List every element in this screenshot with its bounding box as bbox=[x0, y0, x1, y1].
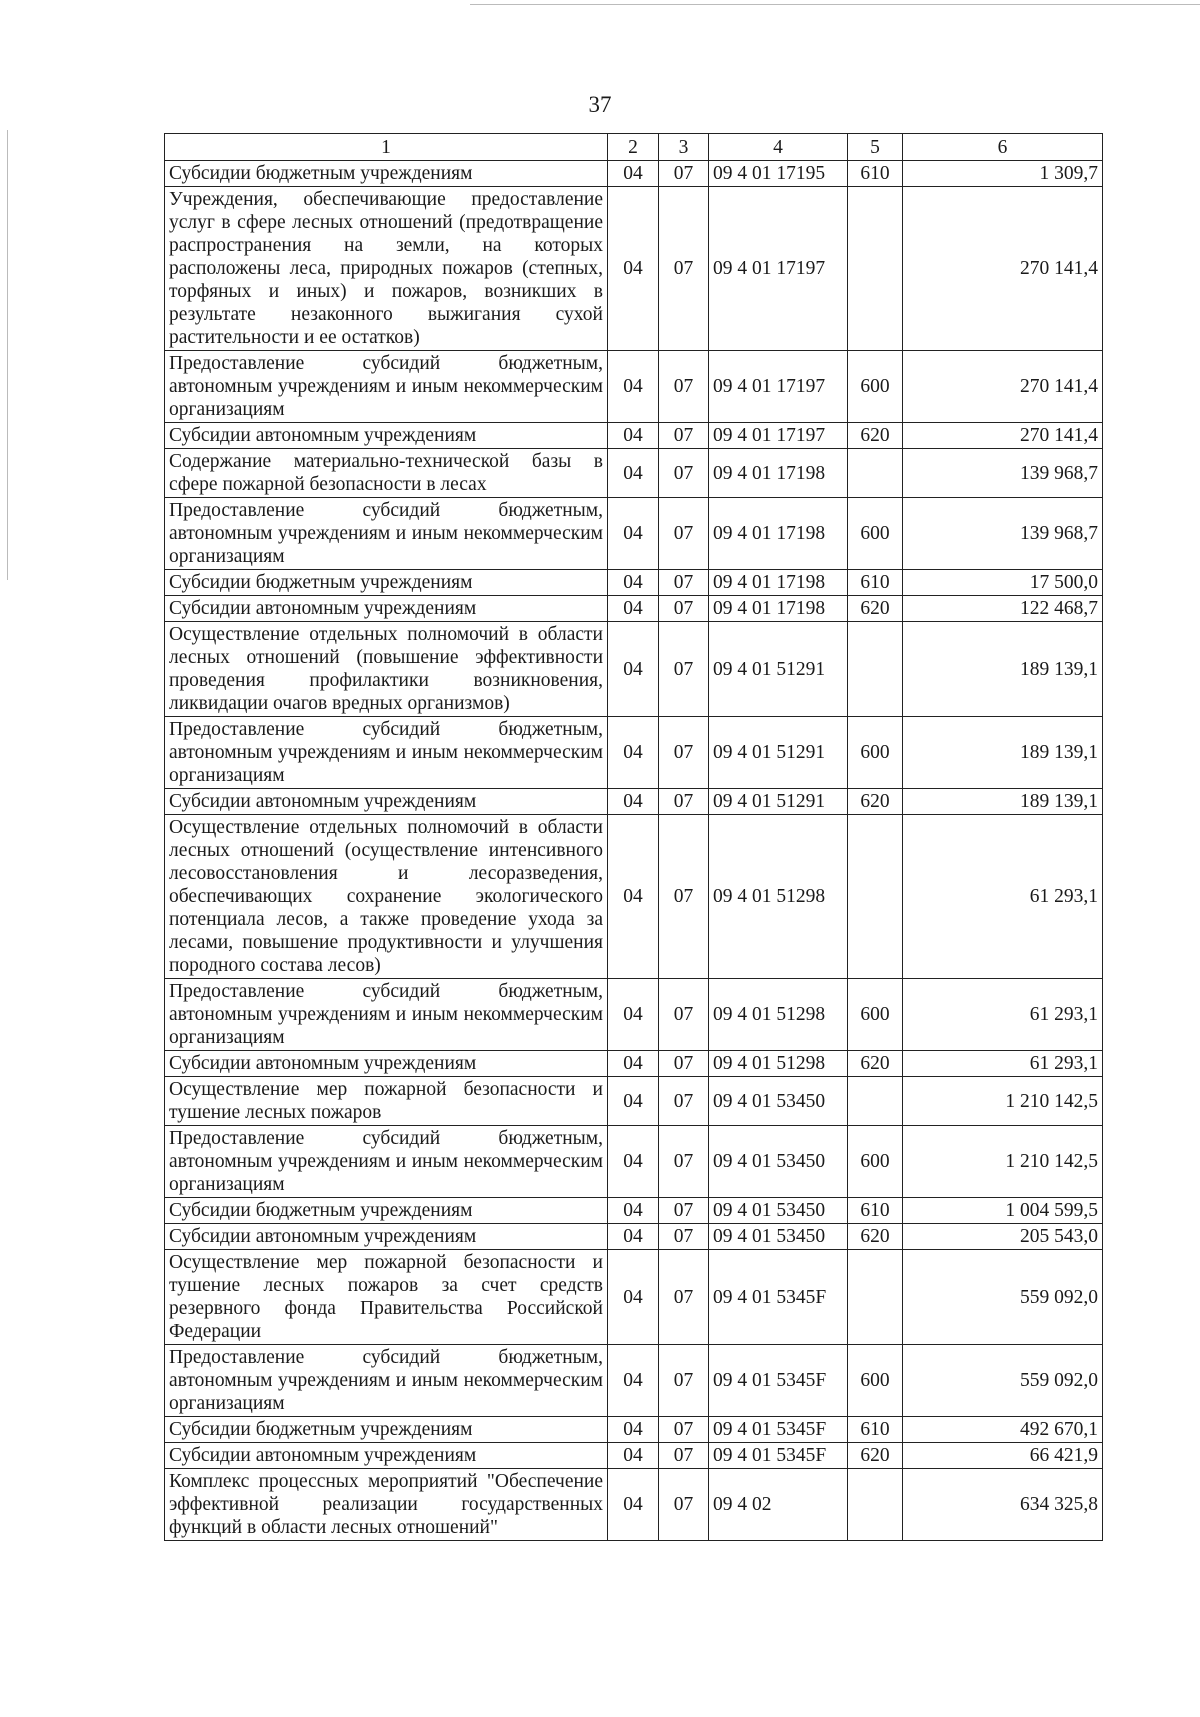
row-name-cell: Субсидии автономным учреждениям bbox=[165, 1443, 608, 1469]
row-code-cell: 09 4 01 51298 bbox=[709, 979, 848, 1051]
row-type-cell: 620 bbox=[848, 596, 903, 622]
row-amount-cell: 1 210 142,5 bbox=[903, 1077, 1103, 1126]
row-amount-cell: 61 293,1 bbox=[903, 1051, 1103, 1077]
row-amount-cell: 189 139,1 bbox=[903, 789, 1103, 815]
table-row bbox=[165, 1224, 1103, 1250]
row-code-cell: 09 4 01 17198 bbox=[709, 449, 848, 498]
row-amount-cell: 139 968,7 bbox=[903, 498, 1103, 570]
row-name-cell: Комплекс процессных мероприятий "Обеспечение эффективной реализации государственных функций в области лесных отношений" bbox=[165, 1469, 608, 1541]
row-subsection-cell: 07 bbox=[659, 1077, 709, 1126]
row-type-cell: 600 bbox=[848, 351, 903, 423]
row-name-cell: Субсидии бюджетным учреждениям bbox=[165, 1198, 608, 1224]
table-row bbox=[165, 1469, 1103, 1541]
table-row bbox=[165, 1198, 1103, 1224]
row-type-cell: 610 bbox=[848, 570, 903, 596]
row-type-cell bbox=[848, 1469, 903, 1541]
row-name-cell: Содержание материально-технической базы в сфере пожарной безопасности в лесах bbox=[165, 449, 608, 498]
row-type-cell: 600 bbox=[848, 1126, 903, 1198]
table-row bbox=[165, 498, 1103, 570]
row-code-cell: 09 4 01 53450 bbox=[709, 1077, 848, 1126]
row-amount-cell: 559 092,0 bbox=[903, 1345, 1103, 1417]
row-code-cell: 09 4 01 5345F bbox=[709, 1443, 848, 1469]
row-section-cell: 04 bbox=[608, 449, 659, 498]
budget-table bbox=[164, 133, 1103, 1541]
row-code-cell: 09 4 01 17198 bbox=[709, 596, 848, 622]
row-type-cell: 600 bbox=[848, 1345, 903, 1417]
row-code-cell: 09 4 01 5345F bbox=[709, 1417, 848, 1443]
row-name-cell: Предоставление субсидий бюджетным, автономным учреждениям и иным некоммерческим организациям bbox=[165, 717, 608, 789]
row-section-cell: 04 bbox=[608, 1417, 659, 1443]
row-subsection-cell: 07 bbox=[659, 789, 709, 815]
scan-margin-line bbox=[7, 130, 8, 580]
table-row bbox=[165, 187, 1103, 351]
row-subsection-cell: 07 bbox=[659, 1250, 709, 1345]
row-name-cell: Предоставление субсидий бюджетным, автономным учреждениям и иным некоммерческим организациям bbox=[165, 1345, 608, 1417]
row-section-cell: 04 bbox=[608, 570, 659, 596]
row-type-cell: 610 bbox=[848, 1198, 903, 1224]
row-type-cell: 600 bbox=[848, 979, 903, 1051]
row-amount-cell: 270 141,4 bbox=[903, 187, 1103, 351]
row-section-cell: 04 bbox=[608, 1224, 659, 1250]
row-subsection-cell: 07 bbox=[659, 622, 709, 717]
row-name-cell: Субсидии автономным учреждениям bbox=[165, 596, 608, 622]
row-amount-cell: 122 468,7 bbox=[903, 596, 1103, 622]
row-code-cell: 09 4 01 53450 bbox=[709, 1224, 848, 1250]
scan-edge-line bbox=[470, 4, 1200, 5]
row-section-cell: 04 bbox=[608, 1126, 659, 1198]
row-section-cell: 04 bbox=[608, 161, 659, 187]
row-section-cell: 04 bbox=[608, 187, 659, 351]
row-section-cell: 04 bbox=[608, 979, 659, 1051]
table-header-row bbox=[165, 134, 1103, 161]
page-number: 37 bbox=[588, 92, 612, 117]
row-type-cell: 610 bbox=[848, 161, 903, 187]
row-code-cell: 09 4 02 bbox=[709, 1469, 848, 1541]
row-name-cell: Предоставление субсидий бюджетным, автономным учреждениям и иным некоммерческим организациям bbox=[165, 498, 608, 570]
row-section-cell: 04 bbox=[608, 789, 659, 815]
row-name-cell: Субсидии автономным учреждениям bbox=[165, 789, 608, 815]
table-row bbox=[165, 1051, 1103, 1077]
row-type-cell: 610 bbox=[848, 1417, 903, 1443]
row-code-cell: 09 4 01 17198 bbox=[709, 570, 848, 596]
row-name-cell: Осуществление мер пожарной безопасности и тушение лесных пожаров bbox=[165, 1077, 608, 1126]
row-code-cell: 09 4 01 51291 bbox=[709, 622, 848, 717]
row-section-cell: 04 bbox=[608, 717, 659, 789]
table-row bbox=[165, 789, 1103, 815]
row-type-cell bbox=[848, 1077, 903, 1126]
table-row bbox=[165, 815, 1103, 979]
row-type-cell: 620 bbox=[848, 789, 903, 815]
row-name-cell: Субсидии автономным учреждениям bbox=[165, 1051, 608, 1077]
row-section-cell: 04 bbox=[608, 351, 659, 423]
row-section-cell: 04 bbox=[608, 498, 659, 570]
row-section-cell: 04 bbox=[608, 1051, 659, 1077]
row-name-cell: Субсидии бюджетным учреждениям bbox=[165, 161, 608, 187]
row-subsection-cell: 07 bbox=[659, 815, 709, 979]
table-row bbox=[165, 423, 1103, 449]
row-subsection-cell: 07 bbox=[659, 1051, 709, 1077]
row-subsection-cell: 07 bbox=[659, 351, 709, 423]
header-cell-1: 1 bbox=[165, 134, 608, 161]
row-code-cell: 09 4 01 17195 bbox=[709, 161, 848, 187]
row-code-cell: 09 4 01 17197 bbox=[709, 187, 848, 351]
row-type-cell: 600 bbox=[848, 498, 903, 570]
row-code-cell: 09 4 01 53450 bbox=[709, 1198, 848, 1224]
row-section-cell: 04 bbox=[608, 1469, 659, 1541]
row-type-cell bbox=[848, 815, 903, 979]
table-row bbox=[165, 1443, 1103, 1469]
row-name-cell: Осуществление мер пожарной безопасности и тушение лесных пожаров за счет средств резервного фонда Правительства Российской Федерации bbox=[165, 1250, 608, 1345]
row-name-cell: Субсидии бюджетным учреждениям bbox=[165, 570, 608, 596]
table-row bbox=[165, 1417, 1103, 1443]
table-row bbox=[165, 161, 1103, 187]
row-code-cell: 09 4 01 17197 bbox=[709, 351, 848, 423]
row-amount-cell: 17 500,0 bbox=[903, 570, 1103, 596]
row-amount-cell: 559 092,0 bbox=[903, 1250, 1103, 1345]
row-subsection-cell: 07 bbox=[659, 1198, 709, 1224]
row-section-cell: 04 bbox=[608, 423, 659, 449]
row-section-cell: 04 bbox=[608, 1443, 659, 1469]
row-subsection-cell: 07 bbox=[659, 1224, 709, 1250]
row-name-cell: Субсидии бюджетным учреждениям bbox=[165, 1417, 608, 1443]
row-section-cell: 04 bbox=[608, 1345, 659, 1417]
row-code-cell: 09 4 01 5345F bbox=[709, 1250, 848, 1345]
row-amount-cell: 270 141,4 bbox=[903, 351, 1103, 423]
table-row bbox=[165, 449, 1103, 498]
header-cell-4: 4 bbox=[709, 134, 848, 161]
header-cell-3: 3 bbox=[659, 134, 709, 161]
row-subsection-cell: 07 bbox=[659, 423, 709, 449]
row-code-cell: 09 4 01 51291 bbox=[709, 717, 848, 789]
row-type-cell: 620 bbox=[848, 1443, 903, 1469]
row-type-cell: 620 bbox=[848, 1051, 903, 1077]
row-amount-cell: 139 968,7 bbox=[903, 449, 1103, 498]
row-amount-cell: 270 141,4 bbox=[903, 423, 1103, 449]
row-subsection-cell: 07 bbox=[659, 1126, 709, 1198]
row-subsection-cell: 07 bbox=[659, 187, 709, 351]
row-code-cell: 09 4 01 5345F bbox=[709, 1345, 848, 1417]
row-amount-cell: 205 543,0 bbox=[903, 1224, 1103, 1250]
row-subsection-cell: 07 bbox=[659, 570, 709, 596]
row-amount-cell: 634 325,8 bbox=[903, 1469, 1103, 1541]
row-code-cell: 09 4 01 53450 bbox=[709, 1126, 848, 1198]
table-row bbox=[165, 1126, 1103, 1198]
row-section-cell: 04 bbox=[608, 622, 659, 717]
table-row bbox=[165, 596, 1103, 622]
row-subsection-cell: 07 bbox=[659, 979, 709, 1051]
row-code-cell: 09 4 01 51298 bbox=[709, 1051, 848, 1077]
row-type-cell bbox=[848, 449, 903, 498]
row-code-cell: 09 4 01 51298 bbox=[709, 815, 848, 979]
row-name-cell: Субсидии автономным учреждениям bbox=[165, 1224, 608, 1250]
row-amount-cell: 1 309,7 bbox=[903, 161, 1103, 187]
table-row bbox=[165, 1345, 1103, 1417]
row-name-cell: Субсидии автономным учреждениям bbox=[165, 423, 608, 449]
table-row bbox=[165, 1250, 1103, 1345]
row-amount-cell: 189 139,1 bbox=[903, 717, 1103, 789]
row-type-cell: 620 bbox=[848, 1224, 903, 1250]
table-row bbox=[165, 622, 1103, 717]
row-subsection-cell: 07 bbox=[659, 717, 709, 789]
row-amount-cell: 61 293,1 bbox=[903, 979, 1103, 1051]
row-section-cell: 04 bbox=[608, 1250, 659, 1345]
row-name-cell: Учреждения, обеспечивающие предоставление услуг в сфере лесных отношений (предотвращение распространения на земли, на которых расположены леса, природных пожаров (степных, торфяных и иных) и пожаров, возникших в результате незаконного выжигания сухой растительности и ее остатков) bbox=[165, 187, 608, 351]
table-row bbox=[165, 979, 1103, 1051]
table-row bbox=[165, 570, 1103, 596]
row-amount-cell: 492 670,1 bbox=[903, 1417, 1103, 1443]
row-amount-cell: 66 421,9 bbox=[903, 1443, 1103, 1469]
row-subsection-cell: 07 bbox=[659, 596, 709, 622]
row-section-cell: 04 bbox=[608, 815, 659, 979]
row-subsection-cell: 07 bbox=[659, 1417, 709, 1443]
header-cell-6: 6 bbox=[903, 134, 1103, 161]
row-section-cell: 04 bbox=[608, 1077, 659, 1126]
row-code-cell: 09 4 01 17198 bbox=[709, 498, 848, 570]
row-code-cell: 09 4 01 51291 bbox=[709, 789, 848, 815]
row-subsection-cell: 07 bbox=[659, 1469, 709, 1541]
row-type-cell bbox=[848, 622, 903, 717]
row-type-cell: 600 bbox=[848, 717, 903, 789]
row-section-cell: 04 bbox=[608, 596, 659, 622]
row-name-cell: Предоставление субсидий бюджетным, автономным учреждениям и иным некоммерческим организациям bbox=[165, 979, 608, 1051]
row-subsection-cell: 07 bbox=[659, 1443, 709, 1469]
table-row bbox=[165, 717, 1103, 789]
header-cell-5: 5 bbox=[848, 134, 903, 161]
row-amount-cell: 1 004 599,5 bbox=[903, 1198, 1103, 1224]
row-name-cell: Осуществление отдельных полномочий в области лесных отношений (повышение эффективности проведения профилактики возникновения, ликвидации очагов вредных организмов) bbox=[165, 622, 608, 717]
row-amount-cell: 189 139,1 bbox=[903, 622, 1103, 717]
row-type-cell bbox=[848, 1250, 903, 1345]
row-code-cell: 09 4 01 17197 bbox=[709, 423, 848, 449]
row-subsection-cell: 07 bbox=[659, 1345, 709, 1417]
row-type-cell: 620 bbox=[848, 423, 903, 449]
row-subsection-cell: 07 bbox=[659, 161, 709, 187]
row-subsection-cell: 07 bbox=[659, 449, 709, 498]
row-name-cell: Предоставление субсидий бюджетным, автономным учреждениям и иным некоммерческим организациям bbox=[165, 1126, 608, 1198]
row-type-cell bbox=[848, 187, 903, 351]
row-subsection-cell: 07 bbox=[659, 498, 709, 570]
table-row bbox=[165, 351, 1103, 423]
table-row bbox=[165, 1077, 1103, 1126]
row-amount-cell: 1 210 142,5 bbox=[903, 1126, 1103, 1198]
row-name-cell: Осуществление отдельных полномочий в области лесных отношений (осуществление интенсивного лесовосстановления и лесоразведения, обеспечивающих сохранение экологического потенциала лесов, а также проведение ухода за лесами, повышение продуктивности и улучшения породного состава лесов) bbox=[165, 815, 608, 979]
row-section-cell: 04 bbox=[608, 1198, 659, 1224]
row-name-cell: Предоставление субсидий бюджетным, автономным учреждениям и иным некоммерческим организациям bbox=[165, 351, 608, 423]
header-cell-2: 2 bbox=[608, 134, 659, 161]
row-amount-cell: 61 293,1 bbox=[903, 815, 1103, 979]
